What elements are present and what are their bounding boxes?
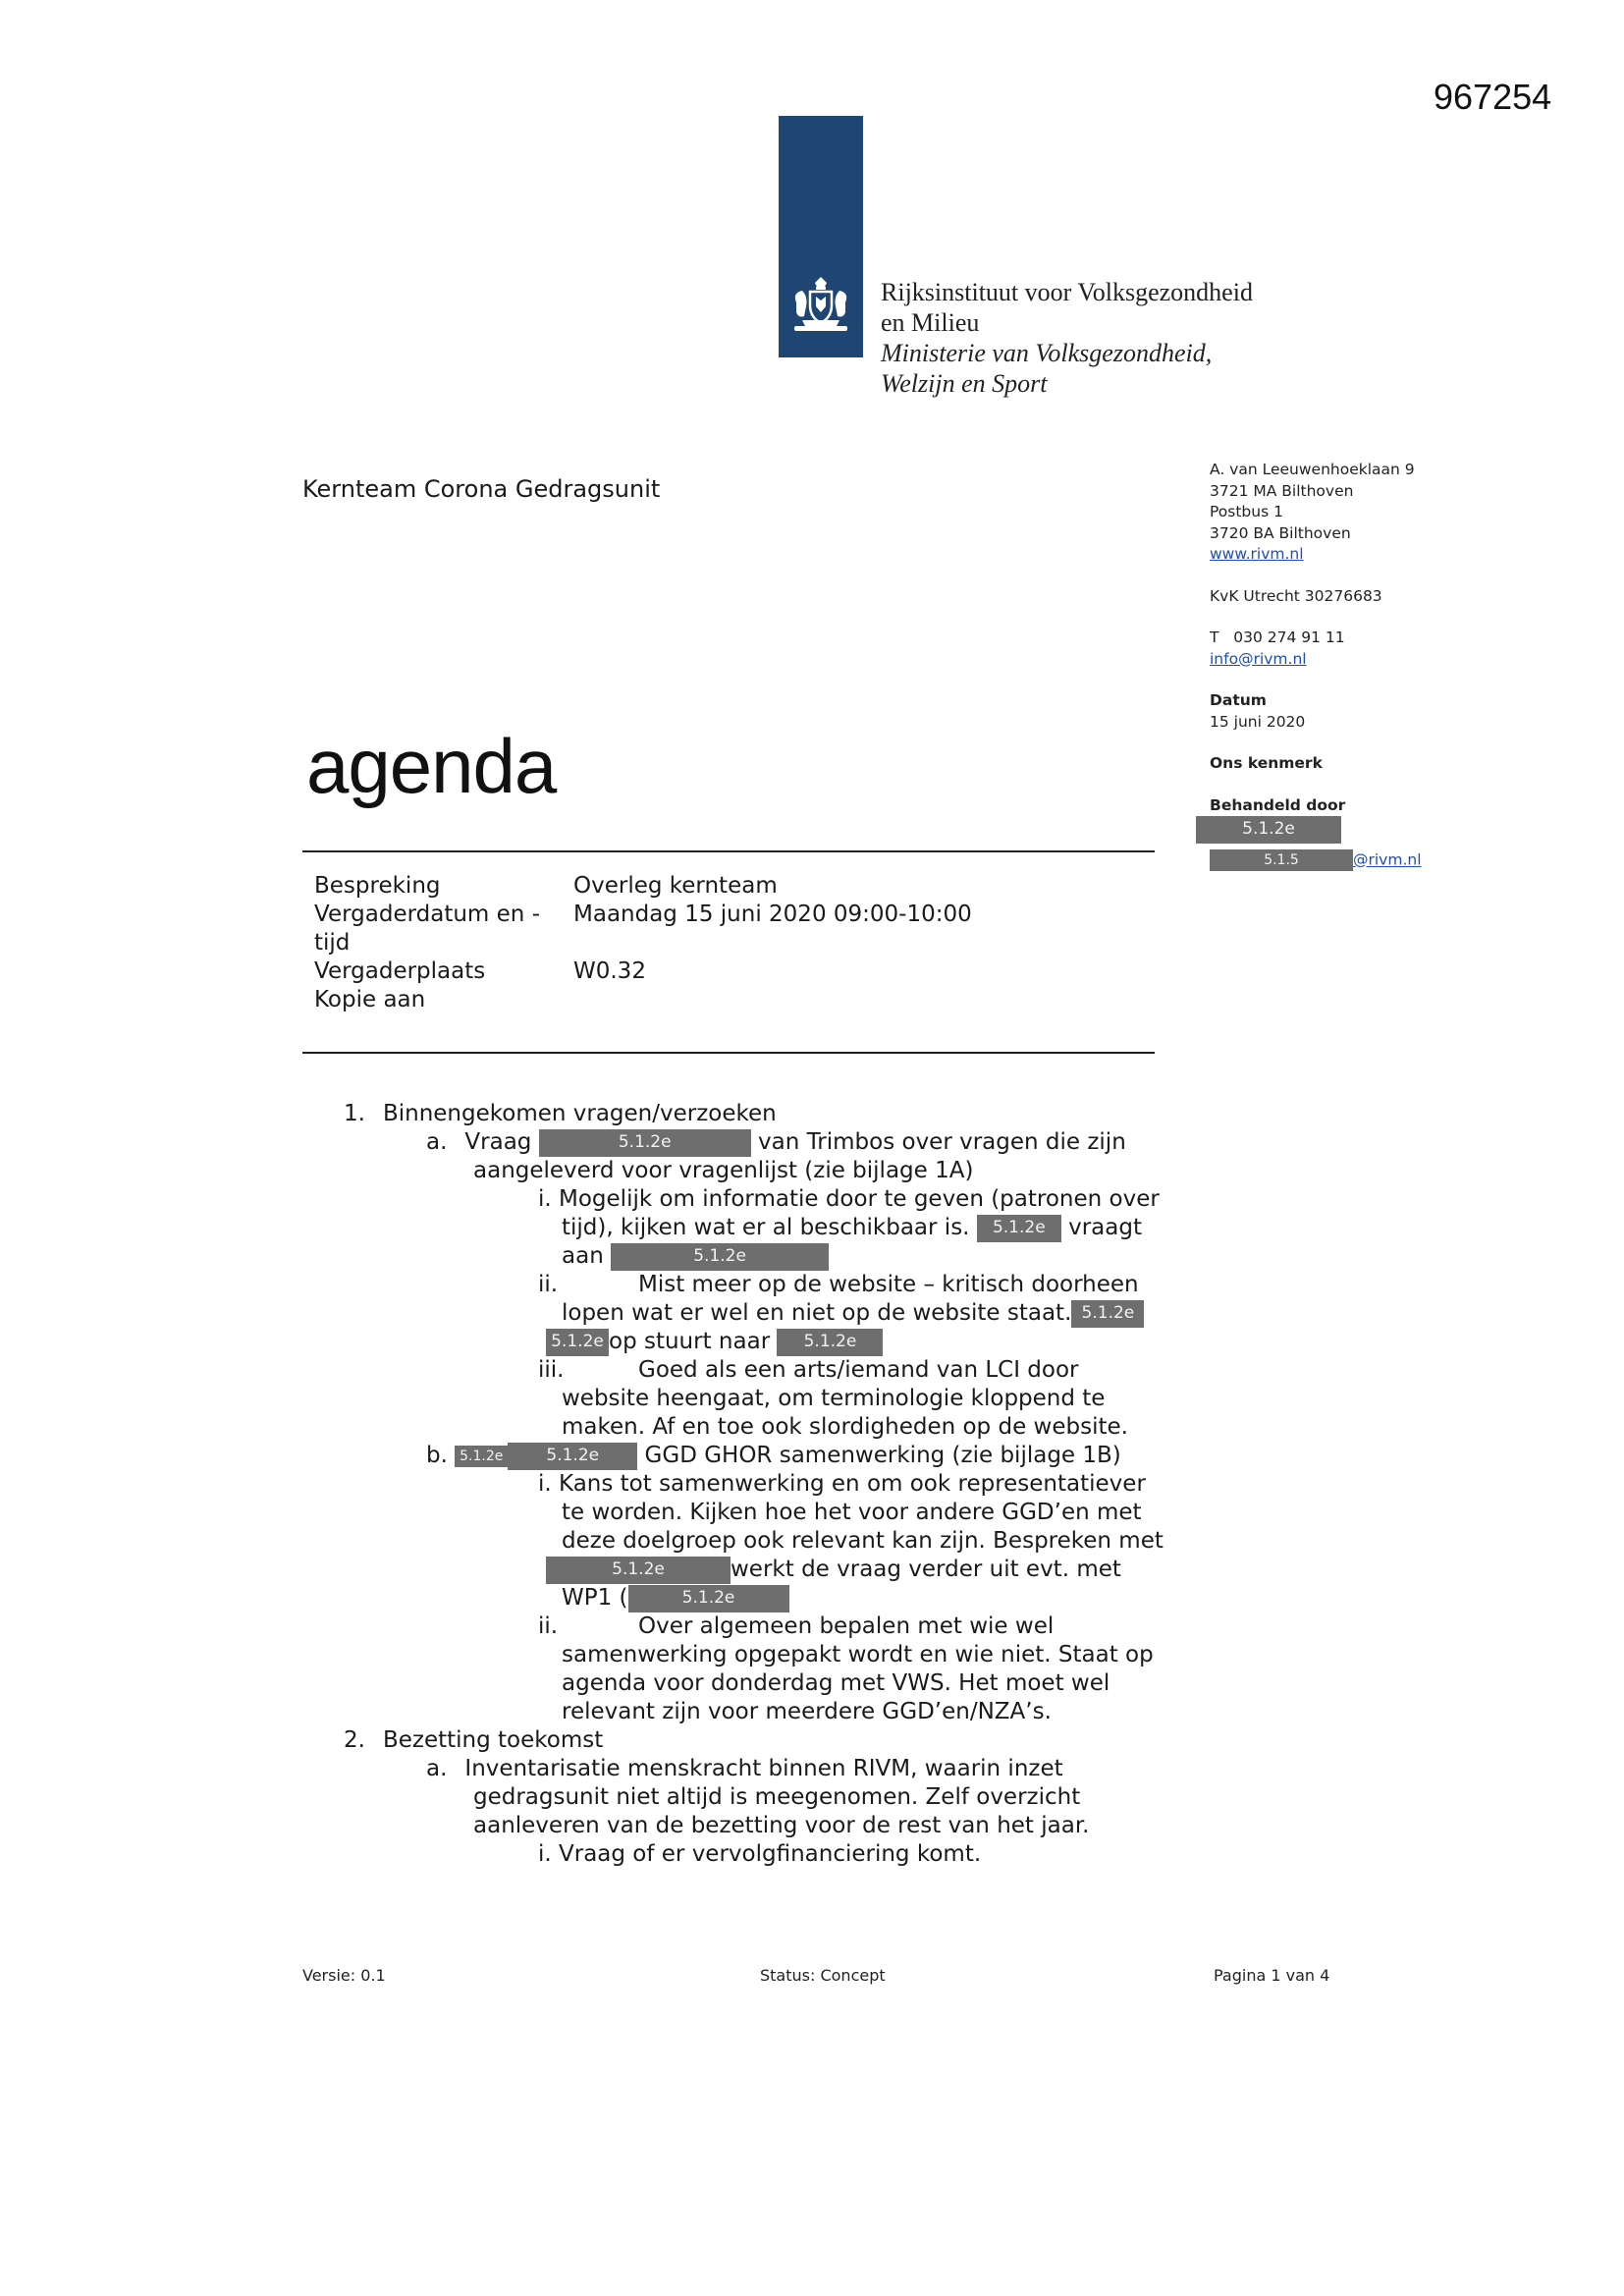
footer-page-number: Pagina 1 van 4 bbox=[1214, 1966, 1330, 1985]
list-item-text: i. Mogelijk om informatie door te geven (patronen over bbox=[538, 1186, 1160, 1212]
list-item-text: website heengaat, om terminologie kloppend te bbox=[562, 1386, 1106, 1411]
redaction-box: 5.1.2e bbox=[455, 1446, 508, 1467]
vergaderdatum-value: Maandag 15 juni 2020 09:00-10:00 bbox=[573, 902, 972, 927]
redaction-box: 5.1.2e bbox=[539, 1129, 751, 1157]
org-name-line-1: Rijksinstituut voor Volksgezondheid bbox=[881, 278, 1253, 306]
redaction-box: 5.1.2e bbox=[1071, 1300, 1144, 1328]
datum-label: Datum bbox=[1210, 691, 1267, 709]
address-line: 3720 BA Bilthoven bbox=[1210, 523, 1351, 542]
kopie-label: Kopie aan bbox=[314, 987, 426, 1012]
sidebar-contact-info bbox=[1210, 460, 1455, 871]
page-title: agenda bbox=[306, 723, 557, 809]
vergaderplaats-label: Vergaderplaats bbox=[314, 958, 486, 984]
redaction-box: 5.1.2e bbox=[546, 1329, 609, 1356]
redaction-box: 5.1.2e bbox=[611, 1243, 829, 1271]
kenmerk-label: Ons kenmerk bbox=[1210, 754, 1323, 772]
list-item-text: deze doelgroep ook relevant kan zijn. Bespreken met bbox=[562, 1528, 1164, 1554]
redaction-box: 5.1.2e bbox=[977, 1215, 1061, 1242]
redaction-box: 5.1.2e bbox=[628, 1585, 789, 1613]
list-item-text: i. Kans tot samenwerking en om ook representatiever bbox=[538, 1471, 1146, 1497]
list-item-text: WP1 ( 5.1.2e bbox=[344, 1584, 1208, 1613]
list-item-text: maken. Af en toe ook slordigheden op de website. bbox=[562, 1414, 1128, 1440]
list-item-text: samenwerking opgepakt wordt en wie niet. Staat op bbox=[562, 1642, 1154, 1667]
footer-status: Status: Concept bbox=[760, 1966, 886, 1985]
list-item-text: te worden. Kijken hoe het voor andere GGD’en met bbox=[562, 1500, 1142, 1525]
footer-version: Versie: 0.1 bbox=[302, 1966, 386, 1985]
vergaderplaats-value: W0.32 bbox=[573, 958, 646, 984]
meeting-details bbox=[314, 872, 972, 1014]
list-item-text: 5.1.2e werkt de vraag verder uit evt. met bbox=[344, 1556, 1208, 1584]
list-item-text: iii. Goed als een arts/iemand van LCI door bbox=[538, 1357, 1079, 1383]
list-item: 2. Bezetting toekomst bbox=[344, 1727, 604, 1753]
list-item-text: ii. Over algemeen bepalen met wie wel bbox=[538, 1613, 1055, 1639]
address-line: Postbus 1 bbox=[1210, 503, 1283, 520]
list-item-text: gedragsunit niet altijd is meegenomen. Zelf overzicht bbox=[473, 1784, 1081, 1810]
redaction-box: 5.1.2e bbox=[546, 1557, 731, 1584]
org-name-line-2: en Milieu bbox=[881, 308, 980, 337]
royal-crest-icon bbox=[788, 275, 853, 340]
list-item-text: tijd), kijken wat er al beschikbaar is. 5.1.2e vraagt bbox=[562, 1215, 1142, 1240]
list-item-text: aanleveren van de bezetting voor de rest van het jaar. bbox=[473, 1813, 1090, 1838]
redaction-box: 5.1.2e bbox=[777, 1329, 883, 1356]
list-item: a. Inventarisatie menskracht binnen RIVM, waarin inzet bbox=[426, 1756, 1063, 1781]
list-item-text: ii. Mist meer op de website – kritisch doorheen bbox=[538, 1272, 1139, 1297]
rijksoverheid-logo-bar bbox=[779, 116, 863, 357]
redaction-box: 5.1.5 bbox=[1210, 849, 1353, 871]
address-line: 3721 MA Bilthoven bbox=[1210, 481, 1354, 500]
redaction-box: 5.1.2e bbox=[1196, 816, 1341, 844]
list-item: b. 5.1.2e 5.1.2e GGD GHOR samenwerking (zie bijlage 1B) bbox=[426, 1443, 1121, 1468]
list-item-text: aan 5.1.2e bbox=[344, 1242, 1208, 1271]
vergaderdatum-label: Vergaderdatum en - tijd bbox=[314, 902, 540, 956]
ministry-line-1: Ministerie van Volksgezondheid, bbox=[881, 339, 1213, 367]
list-item: a. Vraag 5.1.2e van Trimbos over vragen die zijn bbox=[426, 1129, 1126, 1155]
agenda-items bbox=[344, 1100, 1208, 1869]
list-item-text: 5.1.2e op stuurt naar 5.1.2e bbox=[344, 1328, 1208, 1356]
organization-name bbox=[881, 277, 1253, 399]
list-item-text: agenda voor donderdag met VWS. Het moet wel bbox=[562, 1670, 1110, 1696]
list-item-text: aangeleverd voor vragenlijst (zie bijlage 1A) bbox=[473, 1158, 974, 1183]
team-name: Kernteam Corona Gedragsunit bbox=[302, 475, 661, 503]
email-suffix: @rivm.nl bbox=[1353, 850, 1422, 869]
email-link[interactable]: info@rivm.nl bbox=[1210, 649, 1307, 668]
list-item-text: lopen wat er wel en niet op de website staat. 5.1.2e bbox=[344, 1299, 1208, 1328]
divider bbox=[302, 850, 1155, 852]
list-item-text: i. Vraag of er vervolgfinanciering komt. bbox=[538, 1841, 982, 1867]
list-item: 1. Binnengekomen vragen/verzoeken bbox=[344, 1101, 777, 1126]
kvk-number: KvK Utrecht 30276683 bbox=[1210, 586, 1382, 605]
divider bbox=[302, 1052, 1155, 1054]
ministry-line-2: Welzijn en Sport bbox=[881, 369, 1048, 398]
datum-value: 15 juni 2020 bbox=[1210, 712, 1306, 731]
bespreking-value: Overleg kernteam bbox=[573, 873, 778, 899]
address-line: A. van Leeuwenhoeklaan 9 bbox=[1210, 461, 1415, 478]
redaction-box: 5.1.2e bbox=[508, 1443, 637, 1470]
bespreking-label: Bespreking bbox=[314, 873, 441, 899]
behandeld-label: Behandeld door bbox=[1210, 795, 1346, 814]
document-number: 967254 bbox=[1434, 77, 1552, 117]
website-link[interactable]: www.rivm.nl bbox=[1210, 545, 1304, 563]
list-item-text: relevant zijn voor meerdere GGD’en/NZA’s. bbox=[562, 1699, 1052, 1724]
phone-number: T 030 274 91 11 bbox=[1210, 629, 1345, 646]
